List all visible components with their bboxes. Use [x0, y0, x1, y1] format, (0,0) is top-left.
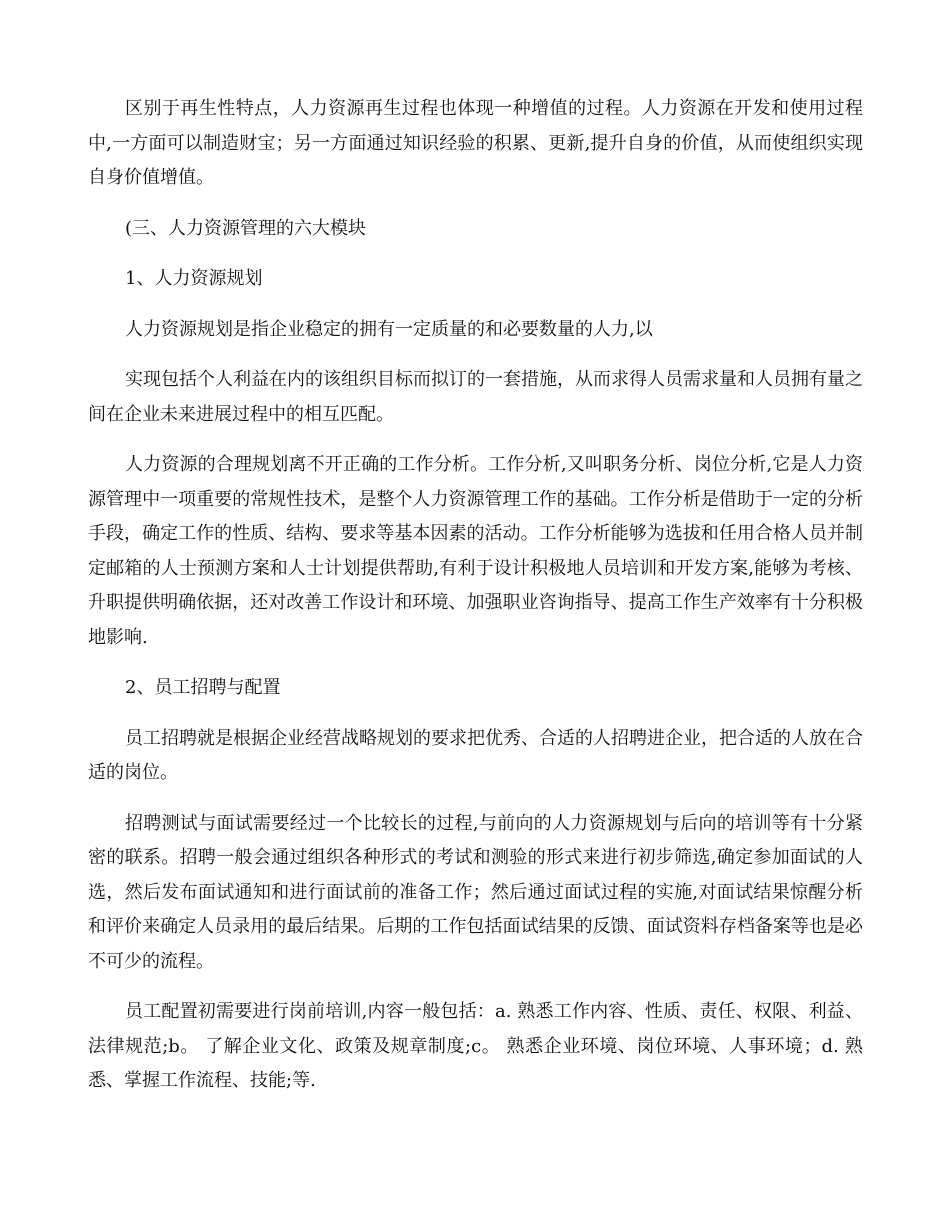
document-page: [88, 92, 863, 1115]
paragraph-value-added-regeneration: 区别于再生性特点，人力资源再生过程也体现一种增值的过程。人力资源在开发和使用过程中,一方面可以制造财宝；另一方面通过知识经验的积累、更新,提升自身的价值，从而使组织实现自身价值增值。: [88, 98, 863, 188]
paragraph-job-analysis: 人力资源的合理规划离不开正确的工作分析。工作分析,又叫职务分析、岗位分析,它是人力资源管理中一项重要的常规性技术，是整个人力资源管理工作的基础。工作分析是借助于一定的分析手段，确定工作的性质、结构、要求等基本因素的活动。工作分析能够为选拔和任用合格人员并制定邮箱的人士预测方案和人士计划提供帮助,有利于设计积极地人员培训和开发方案,能够为考核、升职提供明确依据，还对改善工作设计和环境、加强职业咨询指导、提高工作生产效率有十分积极地影响.: [88, 454, 863, 648]
section-heading-six-modules: (三、人力资源管理的六大模块: [125, 217, 367, 239]
paragraph-hr-planning-goal: 实现包括个人利益在内的该组织目标而拟订的一套措施，从而求得人员需求量和人员拥有量之间在企业未来进展过程中的相互匹配。: [88, 369, 863, 425]
paragraph-onboarding-training: 员工配置初需要进行岗前培训,内容一般包括：a. 熟悉工作内容、性质、责任、权限、利益、法律规范;b。 了解企业文化、政策及规章制度;c。 熟悉企业环境、岗位环境、人事环境；d. 熟悉、掌握工作流程、技能;等.: [88, 1001, 863, 1091]
paragraph-hr-planning-definition: 人力资源规划是指企业稳定的拥有一定质量的和必要数量的人力,以: [125, 318, 653, 340]
paragraph-interview-process: 招聘测试与面试需要经过一个比较长的过程,与前向的人力资源规划与后向的培训等有十分紧密的联系。招聘一般会通过组织各种形式的考试和测验的形式来进行初步筛选,确定参加面试的人选，然后发布面试通知和进行面试前的准备工作；然后通过面试过程的实施,对面试结果惊醒分析和评价来确定人员录用的最后结果。后期的工作包括面试结果的反馈、面试资料存档备案等也是必不可少的流程。: [88, 812, 863, 972]
subheading-recruitment: 2、员工招聘与配置: [125, 677, 281, 698]
paragraph-recruitment-definition: 员工招聘就是根据企业经营战略规划的要求把优秀、合适的人招聘进企业，把合适的人放在合适的岗位。: [88, 727, 863, 783]
subheading-hr-planning: 1、人力资源规划: [125, 268, 263, 289]
